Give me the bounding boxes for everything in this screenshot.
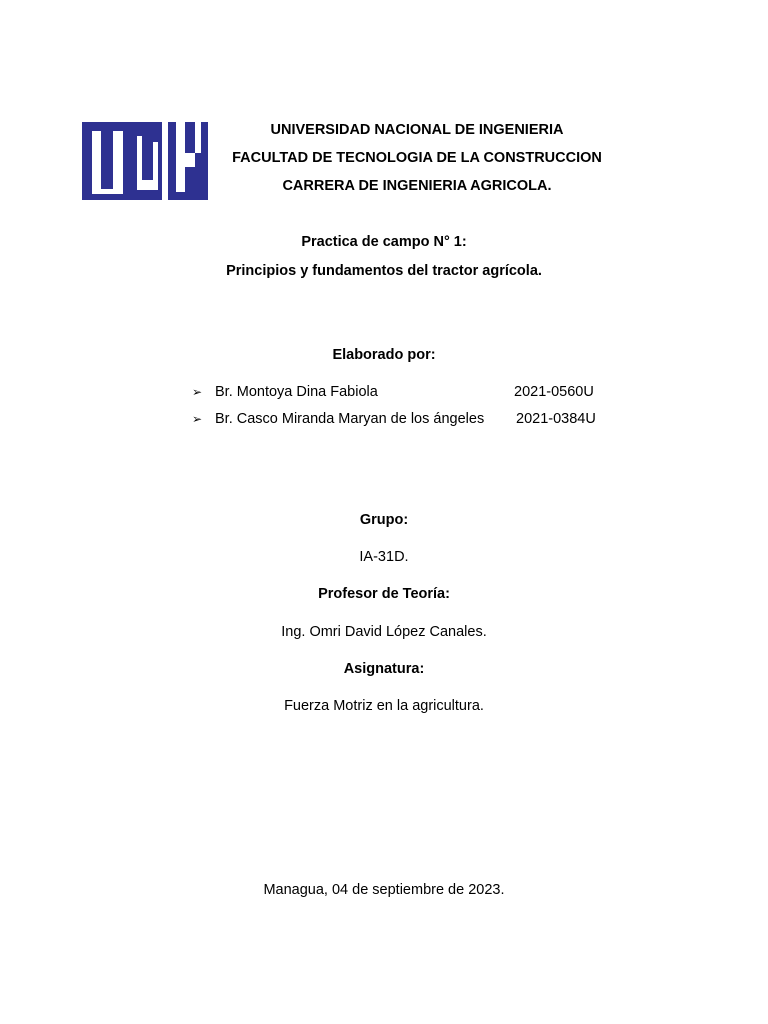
author-name: Br. Montoya Dina Fabiola [215, 384, 378, 400]
arrow-bullet-icon: ➢ [192, 412, 203, 426]
subject-value: Fuerza Motriz en la agricultura. [284, 698, 484, 714]
professor-label: Profesor de Teoría: [318, 586, 450, 602]
place-date: Managua, 04 de septiembre de 2023. [263, 882, 505, 898]
logo-block-left [82, 122, 133, 200]
logo-block-right [168, 122, 208, 200]
author-id: 2021-0384U [516, 411, 596, 427]
logo-block-middle [133, 122, 162, 200]
university-logo [82, 122, 208, 200]
subject-label: Asignatura: [343, 661, 425, 677]
group-value: IA-31D. [359, 549, 409, 565]
authors-heading: Elaborado por: [332, 347, 436, 363]
faculty-name: FACULTAD DE TECNOLOGIA DE LA CONSTRUCCION [232, 150, 602, 166]
practice-subtitle: Principios y fundamentos del tractor agrícola. [226, 263, 542, 279]
author-name: Br. Casco Miranda Maryan de los ángeles [215, 411, 485, 427]
group-label: Grupo: [359, 512, 409, 528]
practice-title: Practica de campo N° 1: [301, 234, 467, 250]
university-name: UNIVERSIDAD NACIONAL DE INGENIERIA [270, 122, 564, 138]
arrow-bullet-icon: ➢ [192, 385, 203, 399]
author-id: 2021-0560U [514, 384, 594, 400]
professor-value: Ing. Omri David López Canales. [281, 624, 487, 640]
career-name: CARRERA DE INGENIERIA AGRICOLA. [282, 178, 552, 194]
